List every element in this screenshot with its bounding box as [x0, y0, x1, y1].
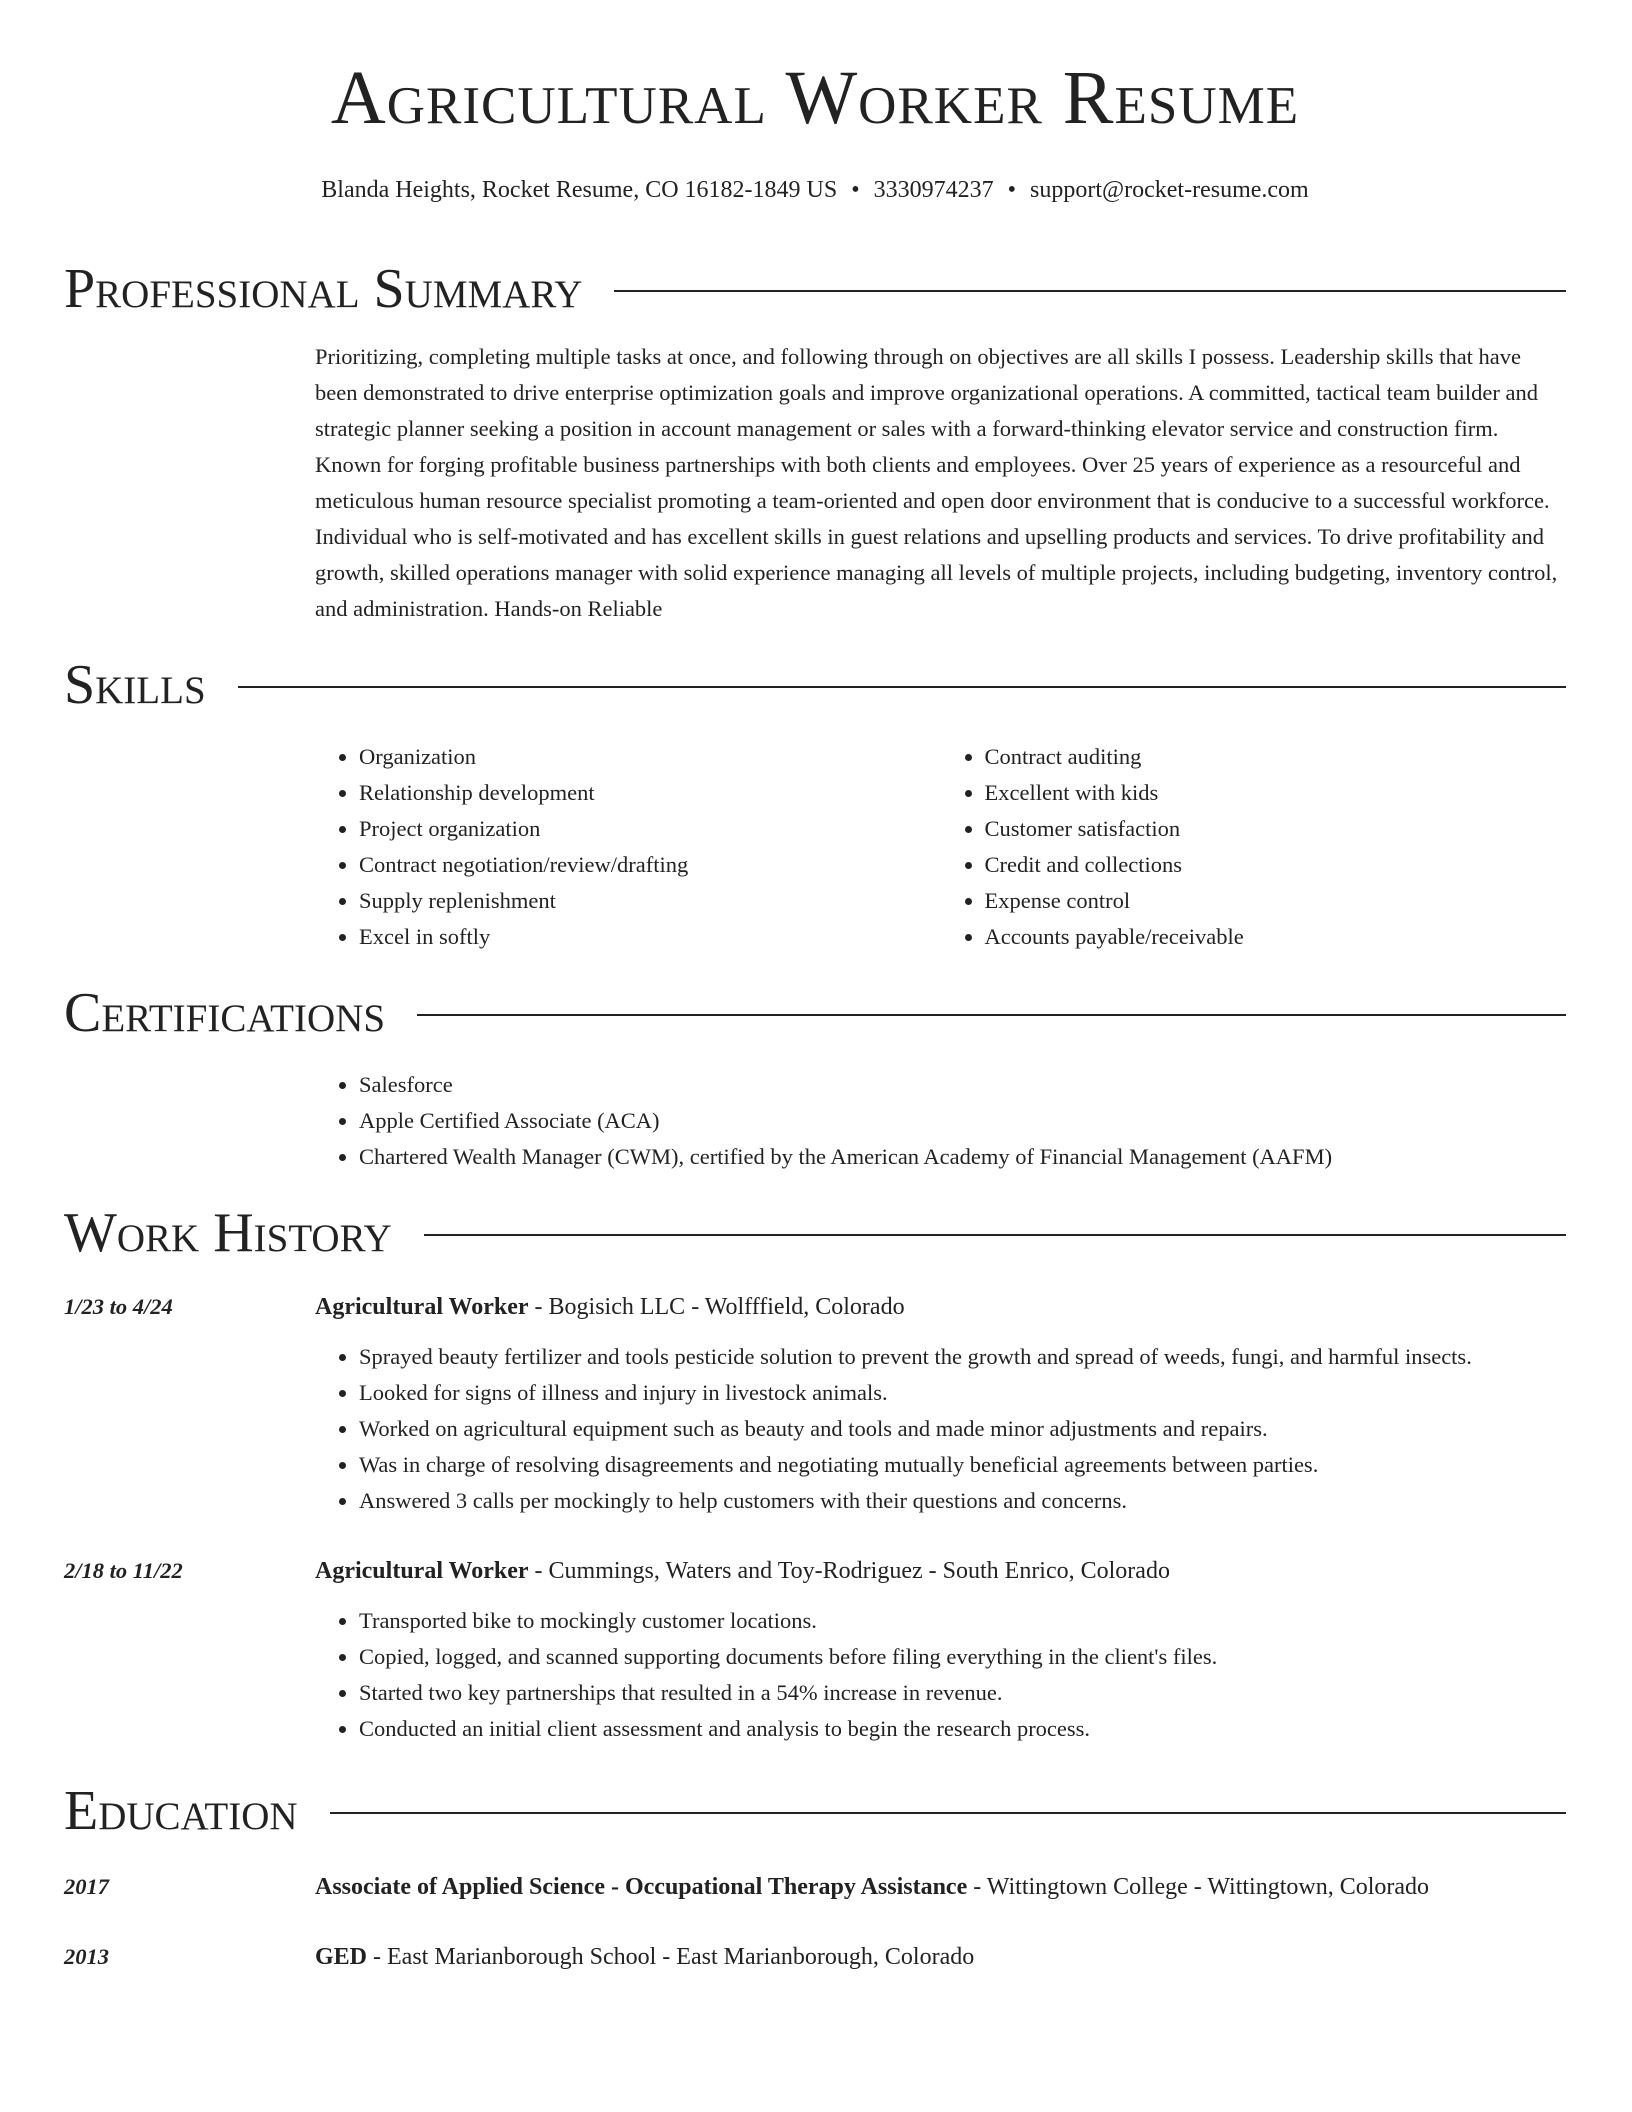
education-heading-line — [315, 1939, 1566, 1975]
job-heading — [315, 1289, 1566, 1325]
certification-item: • Salesforce — [359, 1067, 1566, 1103]
section-divider — [417, 1014, 1566, 1016]
skill-item: • Credit and collections — [985, 847, 1567, 883]
job-title: Agricultural Worker — [315, 1293, 529, 1320]
education-entry — [64, 1869, 1566, 1905]
skill-item: • Supply replenishment — [359, 883, 941, 919]
education-details: - Wittingtown College - Wittingtown, Colorado — [967, 1873, 1430, 1900]
contact-email: support@rocket-resume.com — [1030, 177, 1309, 203]
job-bullet-list — [315, 1603, 1566, 1747]
education-year: 2013 — [64, 1943, 109, 1969]
job-responsibilities — [315, 1603, 1566, 1747]
resume-page — [64, 56, 1566, 1975]
summary-section-header — [64, 257, 1566, 320]
job-details: - Cummings, Waters and Toy-Rodriguez - South Enrico, Colorado — [528, 1557, 1170, 1584]
job-bullet-list — [315, 1339, 1566, 1519]
job-entry — [64, 1289, 1566, 1325]
job-responsibilities — [315, 1339, 1566, 1519]
contact-separator: • — [851, 177, 860, 203]
summary-text: Prioritizing, completing multiple tasks at once, and following through on objectives are all skills I possess. Leadership skills that have been demonstrated to drive enterprise optimization goals and improve organizational operations. A committed, tactical team builder and strategic planner seeking a position in account management or sales with a forward-thinking elevator service and construction firm. Known for forging profitable business partnerships with both clients and employees. Over 25 years of experience as a resourceful and meticulous human resource specialist promoting a team-oriented and open door environment that is conducive to a successful workforce. Individual who is self-motivated and has excellent skills in guest relations and upselling products and services. To drive profitability and growth, skilled operations manager with solid experience managing all levels of multiple projects, including budgeting, inventory control, and administration. Hands-on Reliable — [315, 343, 1558, 621]
education-details: - East Marianborough School - East Marianborough, Colorado — [367, 1943, 975, 1970]
section-divider — [614, 290, 1566, 292]
education-year: 2017 — [64, 1873, 109, 1899]
certification-item: • Chartered Wealth Manager (CWM), certified by the American Academy of Financial Management (AAFM) — [359, 1139, 1566, 1175]
education-degree: Associate of Applied Science - Occupational Therapy Assistance — [315, 1873, 968, 1900]
resume-title: Agricultural Worker Resume — [330, 56, 1300, 140]
education-heading: Education — [64, 1779, 298, 1842]
certification-item: • Apple Certified Associate (ACA) — [359, 1103, 1566, 1139]
skill-item: • Excellent with kids — [985, 775, 1567, 811]
job-dates: 2/18 to 11/22 — [64, 1557, 183, 1583]
contact-phone: 3330974237 — [873, 177, 994, 203]
job-bullet: • Copied, logged, and scanned supporting documents before filing everything in the client's files. — [359, 1639, 1566, 1675]
job-bullet: • Sprayed beauty fertilizer and tools pesticide solution to prevent the growth and spread of weeds, fungi, and harmful insects. — [359, 1339, 1566, 1375]
job-heading — [315, 1553, 1566, 1589]
contact-address: Blanda Heights, Rocket Resume, CO 16182-1849 US — [321, 177, 838, 203]
contact-separator: • — [1007, 177, 1017, 203]
job-bullet: • Transported bike to mockingly customer locations. — [359, 1603, 1566, 1639]
summary-heading: Professional Summary — [64, 257, 583, 320]
certifications-list — [315, 1067, 1566, 1175]
job-dates: 1/23 to 4/24 — [64, 1293, 173, 1319]
skills-column-left — [315, 739, 941, 955]
skill-item: • Accounts payable/receivable — [985, 919, 1567, 955]
job-bullet: • Answered 3 calls per mockingly to help customers with their questions and concerns. — [359, 1483, 1566, 1519]
section-divider — [424, 1234, 1566, 1236]
education-degree: GED — [315, 1943, 368, 1970]
skill-item: • Organization — [359, 739, 941, 775]
job-bullet: • Worked on agricultural equipment such as beauty and tools and made minor adjustments and repairs. — [359, 1411, 1566, 1447]
skill-item: • Relationship development — [359, 775, 941, 811]
certifications-heading: Certifications — [64, 981, 386, 1044]
skill-item: • Project organization — [359, 811, 941, 847]
skills-section-header — [64, 653, 1566, 716]
skill-item: • Customer satisfaction — [985, 811, 1567, 847]
job-bullet: • Conducted an initial client assessment and analysis to begin the research process. — [359, 1711, 1566, 1747]
skill-item: • Expense control — [985, 883, 1567, 919]
section-divider — [330, 1812, 1566, 1814]
certifications-items — [315, 1067, 1566, 1175]
job-bullet: • Started two key partnerships that resulted in a 54% increase in revenue. — [359, 1675, 1566, 1711]
skill-item: • Excel in softly — [359, 919, 941, 955]
skills-heading: Skills — [64, 653, 206, 716]
contact-line — [64, 176, 1566, 205]
job-title: Agricultural Worker — [315, 1557, 529, 1584]
skills-column-right — [941, 739, 1567, 955]
skill-item: • Contract negotiation/review/drafting — [359, 847, 941, 883]
skill-item: • Contract auditing — [985, 739, 1567, 775]
job-entry — [64, 1553, 1566, 1589]
job-details: - Bogisich LLC - Wolfffield, Colorado — [528, 1293, 905, 1320]
skills-list — [315, 739, 1566, 955]
job-bullet: • Looked for signs of illness and injury in livestock animals. — [359, 1375, 1566, 1411]
education-section-header — [64, 1779, 1566, 1842]
job-bullet: • Was in charge of resolving disagreements and negotiating mutually beneficial agreements between parties. — [359, 1447, 1566, 1483]
education-entry — [64, 1939, 1566, 1975]
work-history-section-header — [64, 1201, 1566, 1264]
education-heading-line — [315, 1869, 1566, 1905]
certifications-section-header — [64, 981, 1566, 1044]
work-history-heading: Work History — [64, 1201, 392, 1264]
section-divider — [238, 686, 1566, 688]
